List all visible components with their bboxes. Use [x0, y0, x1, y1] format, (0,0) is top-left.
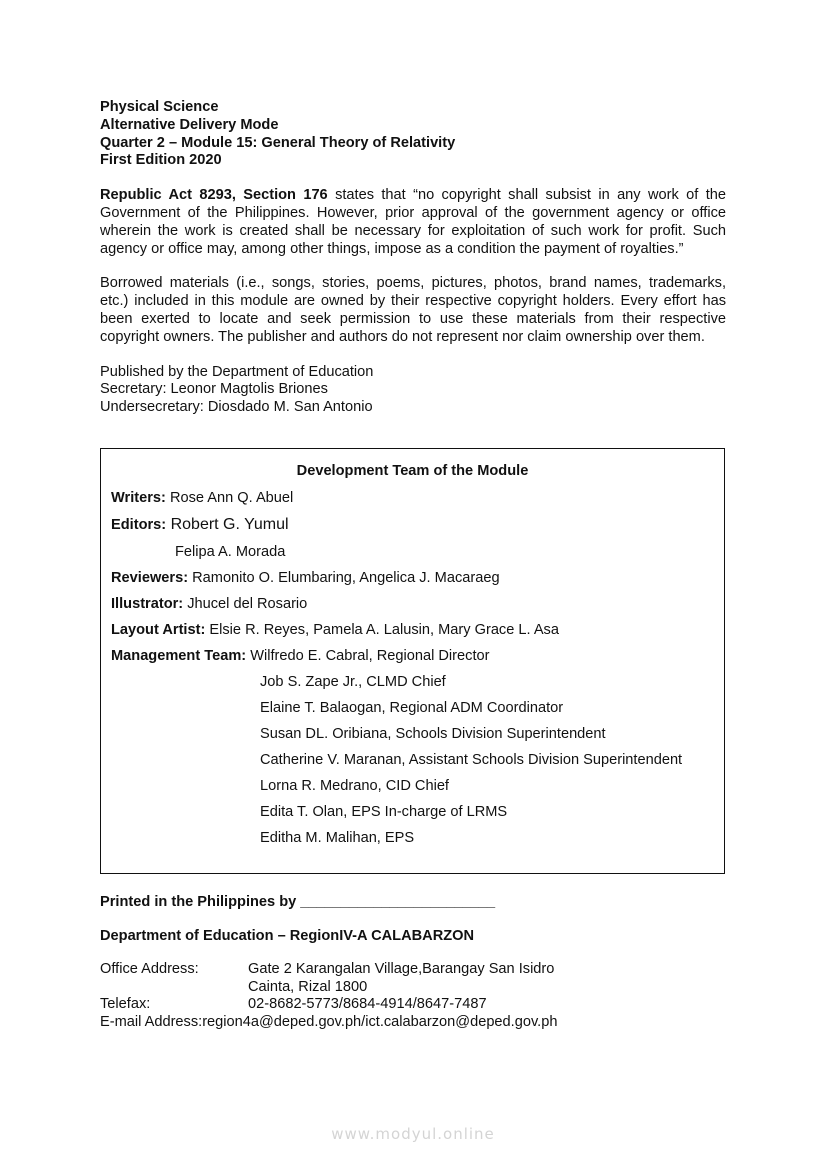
email-address: E-mail Address:region4a@deped.gov.ph/ict.calabarzon@deped.gov.ph — [100, 1013, 558, 1030]
writers-row — [111, 490, 293, 506]
management-team-label: Management Team: — [111, 648, 247, 664]
editors-value-2: Felipa A. Morada — [175, 544, 286, 560]
office-address-row — [100, 961, 726, 979]
management-member: Job S. Zape Jr., CLMD Chief — [260, 674, 446, 690]
undersecretary: Undersecretary: Diosdado M. San Antonio — [100, 398, 373, 415]
editors-value-1: Robert G. Yumul — [166, 516, 289, 533]
email-row — [100, 1014, 726, 1032]
copyright-paragraph — [100, 187, 726, 258]
management-member: Catherine V. Maranan, Assistant Schools Division Superintendent — [260, 752, 683, 768]
illustrator-value: Jhucel del Rosario — [183, 596, 308, 612]
management-member: Edita T. Olan, EPS In-charge of LRMS — [260, 804, 508, 820]
copyright-lead: Republic Act 8293, Section 176 — [100, 187, 328, 204]
management-member: Lorna R. Medrano, CID Chief — [260, 778, 449, 794]
published-by: Published by the Department of Education — [100, 363, 374, 380]
team-title: Development Team of the Module — [296, 463, 529, 479]
subject-title: Physical Science — [100, 99, 219, 115]
development-team-box — [100, 448, 725, 874]
borrowed-materials-paragraph: Borrowed materials (i.e., songs, stories, poems, pictures, photos, brand names, trademarks, etc.) included in this module are owned by their respective copyright holders. Every effort has been exerted to locate and seek permission to use these materials from their respective copyright owners. The publisher and authors do not represent nor claim ownership over them. — [100, 275, 726, 345]
copyright-text: states that “no copyright shall subsist in any work of the Government of the Philippines. However, prior approval of the government agency or office wherein the work is created shall be necessary for exploitation of such work for profit. Such agency or office may, among other things, impose as a condition the payment of royalties.” — [100, 187, 726, 257]
telefax-row — [100, 996, 726, 1014]
office-address-row-2 — [100, 979, 726, 997]
department-region: Department of Education – RegionIV-A CALABARZON — [100, 928, 475, 944]
delivery-mode: Alternative Delivery Mode — [100, 116, 279, 133]
illustrator-row — [111, 596, 307, 612]
edition: First Edition 2020 — [100, 152, 222, 169]
layout-artist-label: Layout Artist: — [111, 622, 206, 638]
office-address-line2: Cainta, Rizal 1800 — [248, 978, 368, 995]
document-page — [100, 99, 726, 416]
editors-label: Editors: — [111, 517, 167, 533]
telefax-label: Telefax: — [100, 996, 151, 1013]
reviewers-row — [111, 570, 500, 586]
management-member: Wilfredo E. Cabral, Regional Director — [246, 648, 490, 664]
watermark: www.modyul.online — [331, 1125, 495, 1143]
office-address-label: Office Address: — [100, 961, 199, 977]
illustrator-label: Illustrator: — [111, 596, 184, 612]
office-address-line1: Gate 2 Karangalan Village,Barangay San Isidro — [248, 961, 555, 977]
writers-label: Writers: — [111, 490, 166, 506]
layout-artist-row — [111, 622, 559, 638]
management-member: Elaine T. Balaogan, Regional ADM Coordinator — [260, 700, 564, 716]
management-member: Editha M. Malihan, EPS — [260, 830, 415, 846]
reviewers-value: Ramonito O. Elumbaring, Angelica J. Macaraeg — [188, 570, 500, 586]
editors-row — [111, 516, 289, 534]
layout-artist-value: Elsie R. Reyes, Pamela A. Lalusin, Mary Grace L. Asa — [205, 622, 559, 638]
secretary: Secretary: Leonor Magtolis Briones — [100, 381, 328, 398]
writers-value: Rose Ann Q. Abuel — [165, 490, 294, 506]
management-member: Susan DL. Oribiana, Schools Division Superintendent — [260, 726, 606, 742]
telefax-value: 02-8682-5773/8684-4914/8647-7487 — [248, 996, 487, 1013]
printed-in-line: Printed in the Philippines by ________________________ — [100, 894, 496, 910]
management-team-row — [111, 648, 489, 664]
reviewers-label: Reviewers: — [111, 570, 189, 586]
footer-block — [100, 894, 726, 1031]
module-title: Quarter 2 – Module 15: General Theory of Relativity — [100, 134, 456, 151]
